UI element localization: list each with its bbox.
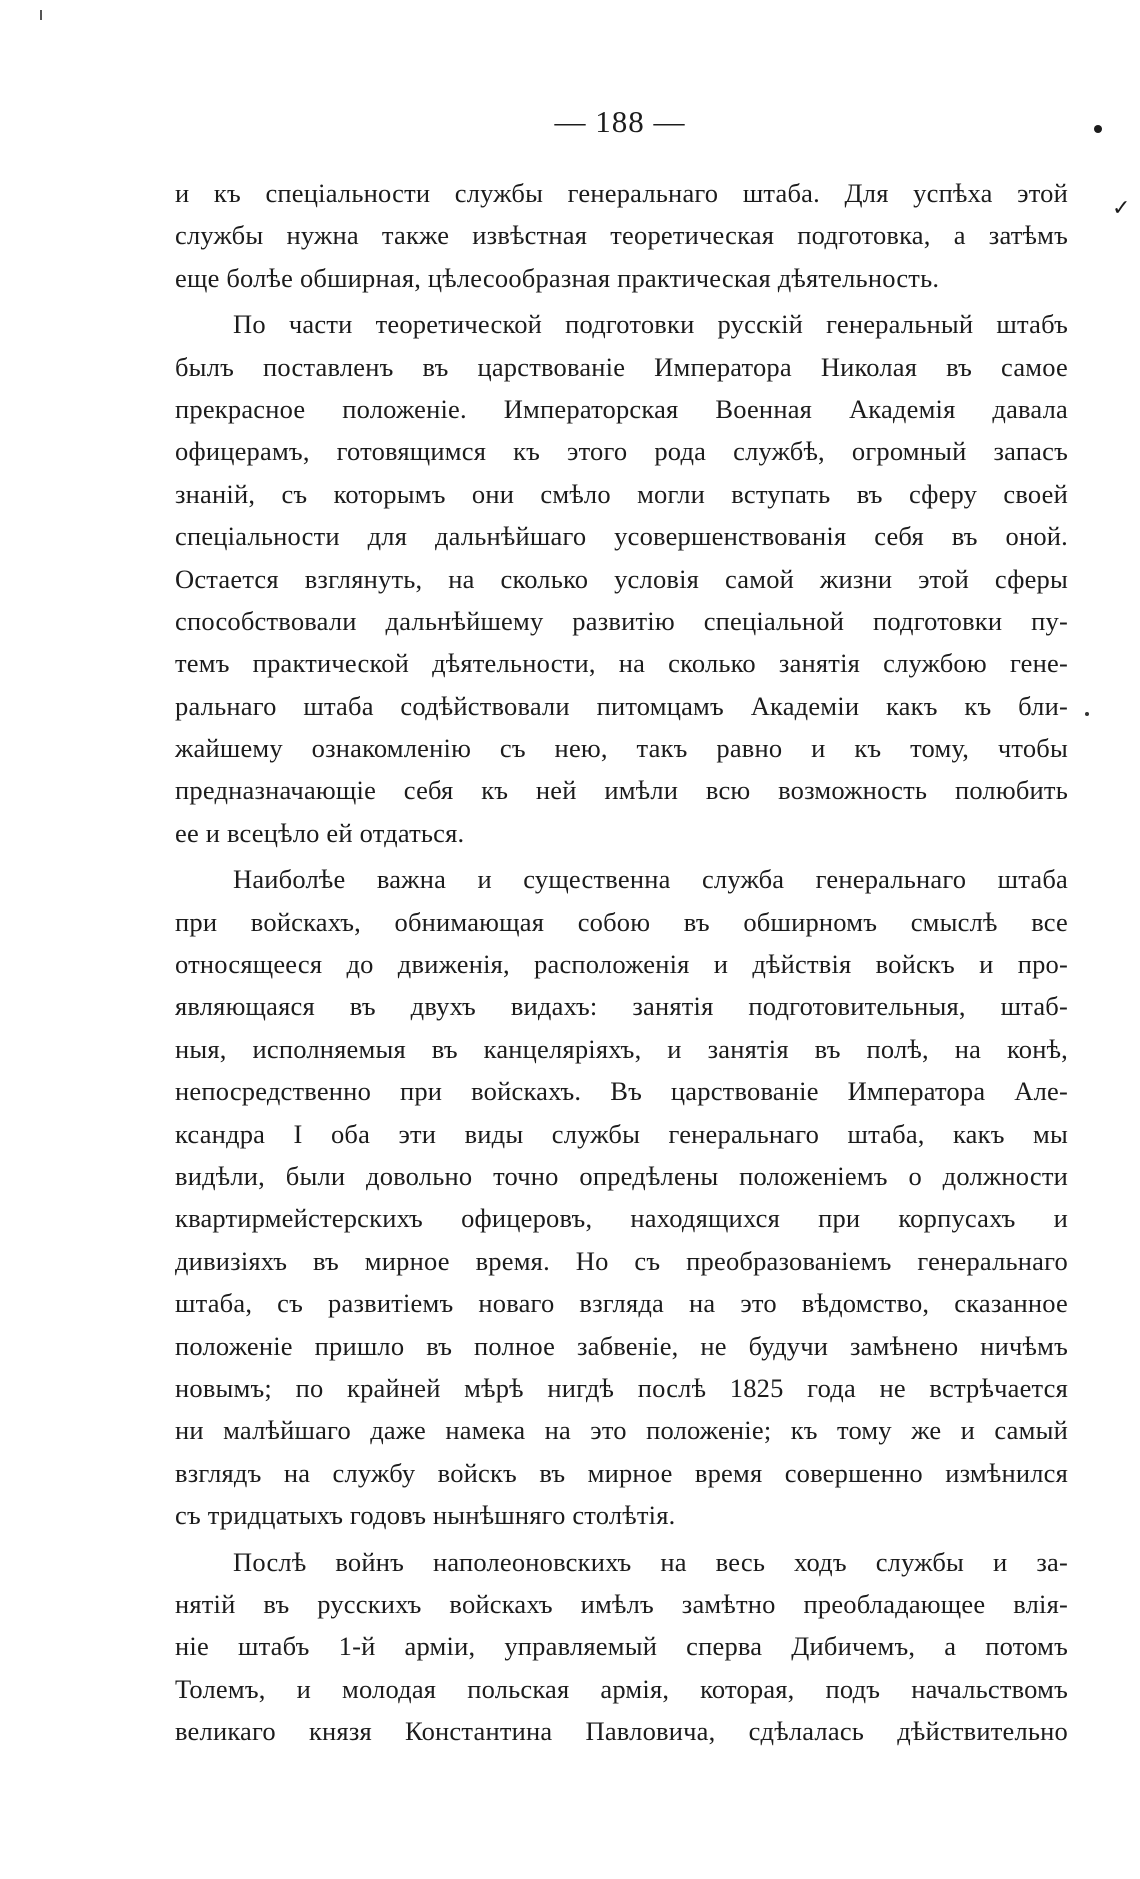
body-text [175,172,1068,1752]
text-line: при войскахъ, обнимающая собою въ обширномъ смыслѣ все [175,906,1068,937]
text-line: великаго князя Константина Павловича, сдѣлалась дѣйствительно [175,1716,1068,1747]
text-line: спеціальности для дальнѣйшаго усовершенствованія себя въ оной. [175,521,1068,552]
text-line: способствовали дальнѣйшему развитію спеціальной подготовки пу- [175,605,1068,636]
text-line: ксандра I оба эти виды службы генеральнаго штаба, какъ мы [175,1118,1068,1149]
text-line: службы нужна также извѣстная теоретическая подготовка, а затѣмъ [175,220,1068,251]
text-line: прекрасное положеніе. Императорская Военная Академія давала [175,393,1068,424]
text-line: ральнаго штаба содѣйствовали питомцамъ Академіи какъ къ бли- [175,690,1068,721]
text-line: Наиболѣе важна и существенна служба генеральнаго штаба [233,864,1068,895]
scan-speck [40,10,42,20]
text-line: Остается взглянуть, на сколько условія самой жизни этой сферы [175,563,1068,594]
text-line: новымъ; по крайней мѣрѣ нигдѣ послѣ 1825 года не встрѣчается [175,1372,1068,1403]
text-line: Послѣ войнъ наполеоновскихъ на весь ходъ службы и за- [233,1546,1068,1577]
text-line: ни малѣйшаго даже намека на это положеніе; къ тому же и самый [175,1415,1068,1446]
text-line: нятій въ русскихъ войскахъ имѣлъ замѣтно преобладающее влія- [175,1588,1068,1619]
text-line: По части теоретической подготовки русскій генеральный штабъ [233,309,1068,340]
paragraph [175,858,1068,1536]
text-line: Толемъ, и молодая польская армія, которая, подъ начальствомъ [175,1673,1068,1704]
text-line: ее и всецѣло ей отдаться. [175,817,465,848]
text-line: ныя, исполняемыя въ канцеляріяхъ, и занятія въ полѣ, на конѣ, [175,1033,1068,1064]
text-line: жайшему ознакомленію съ нею, такъ равно и къ тому, чтобы [175,733,1068,764]
text-line: ніе штабъ 1-й арміи, управляемый сперва Дибичемъ, а потомъ [175,1631,1068,1662]
margin-speck [1085,712,1089,716]
text-line: относящееся до движенія, расположенія и дѣйствія войскъ и про- [175,949,1068,980]
paragraph [175,303,1068,854]
text-line: темъ практической дѣятельности, на сколько занятія службою гене- [175,648,1068,679]
text-line: и къ спеціальности службы генеральнаго штаба. Для успѣха этой [175,178,1068,208]
text-line: дивизіяхъ въ мирное время. Но съ преобразованіемъ генеральнаго [175,1245,1068,1276]
text-line: положеніе пришло въ полное забвеніе, не будучи замѣнено ничѣмъ [175,1330,1068,1361]
paragraph [175,1541,1068,1753]
text-line: знаній, съ которымъ они смѣло могли вступать въ сферу своей [175,478,1068,509]
text-line: штаба, съ развитіемъ новаго взгляда на это вѣдомство, сказанное [175,1288,1068,1319]
margin-pencil-mark: ✓ [1112,196,1131,221]
text-line: видѣли, были довольно точно опредѣлены положеніемъ о должности [175,1160,1068,1191]
text-line: являющаяся въ двухъ видахъ: занятія подготовительныя, штаб- [175,991,1068,1022]
text-line: квартирмейстерскихъ офицеровъ, находящихся при корпусахъ и [175,1203,1068,1234]
text-line: предназначающіе себя къ ней имѣли всю возможность полюбить [175,775,1068,806]
text-line: былъ поставленъ въ царствованіе Императора Николая въ самое [175,351,1068,382]
text-line: взглядъ на службу войскъ въ мирное время совершенно измѣнился [175,1457,1068,1488]
text-line: съ тридцатыхъ годовъ нынѣшняго столѣтія. [175,1500,676,1531]
text-line: непосредственно при войскахъ. Въ царствованіе Императора Але- [175,1076,1068,1107]
page-number: — 188 — [554,104,686,139]
paragraph [175,172,1068,299]
text-line: офицерамъ, готовящимся къ этого рода службѣ, огромный запасъ [175,436,1068,467]
text-line: еще болѣе обширная, цѣлесообразная практическая дѣятельность. [175,262,940,293]
